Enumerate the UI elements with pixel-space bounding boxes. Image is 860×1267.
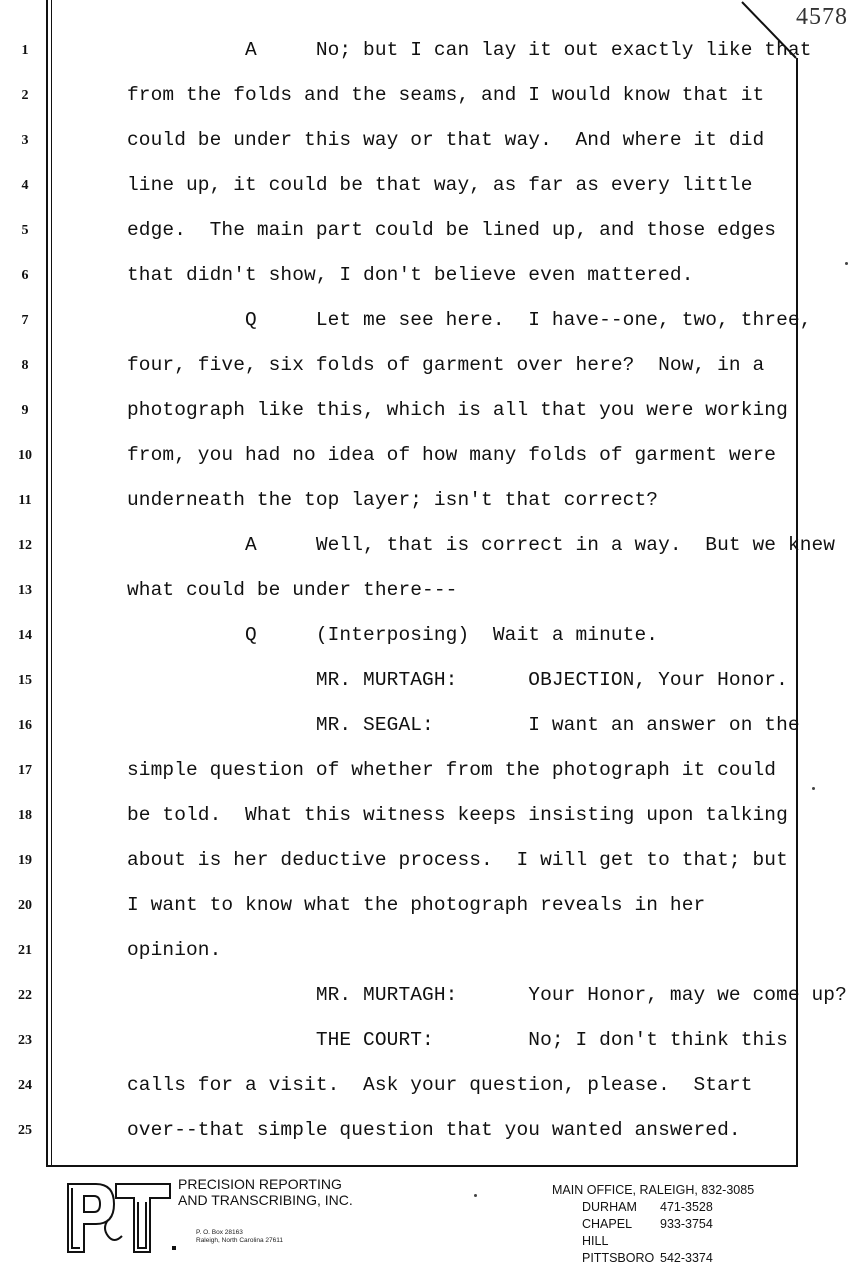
line-text: could be under this way or that way. And where it did <box>127 129 765 151</box>
line-number: 6 <box>21 268 29 283</box>
scan-speck <box>812 787 815 790</box>
line-number: 4 <box>21 178 29 193</box>
transcript-line <box>0 1019 860 1064</box>
transcript-line <box>0 164 860 209</box>
line-number: 22 <box>18 988 32 1003</box>
line-number: 10 <box>18 448 32 463</box>
line-number: 9 <box>21 403 29 418</box>
pt-logo-icon <box>62 1176 177 1256</box>
scan-speck <box>845 262 848 265</box>
office-city: DURHAM <box>582 1200 637 1214</box>
line-number: 14 <box>18 628 32 643</box>
transcript-line <box>0 434 860 479</box>
office-phone: 933-3754 <box>660 1217 713 1231</box>
line-number: 1 <box>21 43 29 58</box>
transcript-line <box>0 884 860 929</box>
transcript-line <box>0 254 860 299</box>
page-number: 4578 <box>796 4 848 30</box>
office-row <box>582 1199 754 1216</box>
line-number: 19 <box>18 853 32 868</box>
line-text: opinion. <box>127 939 222 961</box>
line-number: 24 <box>18 1078 32 1093</box>
transcript-line <box>0 839 860 884</box>
line-number: 20 <box>18 898 32 913</box>
line-number: 3 <box>21 133 29 148</box>
line-text: about is her deductive process. I will get to that; but <box>127 849 788 871</box>
line-number: 25 <box>18 1123 32 1138</box>
transcript-line <box>0 614 860 659</box>
company-name-line1: PRECISION REPORTING <box>178 1176 342 1192</box>
po-city: Raleigh, North Carolina 27611 <box>196 1237 283 1244</box>
line-text: THE COURT: No; I don't think this <box>127 1029 788 1051</box>
line-text: what could be under there--- <box>127 579 458 601</box>
line-text: four, five, six folds of garment over here? Now, in a <box>127 354 765 376</box>
line-text: line up, it could be that way, as far as every little <box>127 174 753 196</box>
office-phone: 542-3374 <box>660 1251 713 1265</box>
line-number: 15 <box>18 673 32 688</box>
transcript-line <box>0 479 860 524</box>
transcript-line <box>0 119 860 164</box>
line-number: 16 <box>18 718 32 733</box>
line-text: photograph like this, which is all that you were working <box>127 399 788 421</box>
office-row <box>582 1216 754 1250</box>
transcript-line <box>0 209 860 254</box>
transcript-line <box>0 1064 860 1109</box>
line-text: Q Let me see here. I have--one, two, three, <box>127 309 812 331</box>
footer <box>0 1170 860 1265</box>
line-text: that didn't show, I don't believe even mattered. <box>127 264 694 286</box>
transcript-line <box>0 569 860 614</box>
office-city: CHAPEL HILL <box>582 1217 632 1248</box>
line-number: 23 <box>18 1033 32 1048</box>
line-number: 17 <box>18 763 32 778</box>
line-number: 11 <box>18 493 32 508</box>
line-number: 7 <box>21 313 29 328</box>
office-city: PITTSBORO <box>582 1251 655 1265</box>
line-text: MR. MURTAGH: Your Honor, may we come up? <box>127 984 847 1006</box>
line-text: A No; but I can lay it out exactly like that <box>127 39 812 61</box>
office-list <box>552 1182 754 1267</box>
transcript-line <box>0 74 860 119</box>
transcript-line <box>0 794 860 839</box>
transcript-line <box>0 1109 860 1154</box>
transcript-line <box>0 344 860 389</box>
line-number: 13 <box>18 583 32 598</box>
line-text: from the folds and the seams, and I would know that it <box>127 84 765 106</box>
po-box: P. O. Box 28163 <box>196 1229 243 1236</box>
transcript-line <box>0 524 860 569</box>
office-phone: 471-3528 <box>660 1200 713 1214</box>
line-text: from, you had no idea of how many folds of garment were <box>127 444 777 466</box>
transcript-line <box>0 659 860 704</box>
line-text: A Well, that is correct in a way. But we knew <box>127 534 836 556</box>
main-office: MAIN OFFICE, RALEIGH, 832-3085 <box>552 1183 755 1197</box>
line-text: MR. MURTAGH: OBJECTION, Your Honor. <box>127 669 788 691</box>
bottom-rule <box>46 1165 798 1167</box>
transcript-line <box>0 929 860 974</box>
footer-dot <box>474 1194 477 1197</box>
line-text: be told. What this witness keeps insisting upon talking <box>127 804 788 826</box>
line-text: edge. The main part could be lined up, and those edges <box>127 219 777 241</box>
line-number: 8 <box>21 358 29 373</box>
company-name-line2: AND TRANSCRIBING, INC. <box>178 1192 353 1208</box>
line-number: 2 <box>21 88 29 103</box>
transcript-line <box>0 389 860 434</box>
transcript-line <box>0 974 860 1019</box>
transcript-line <box>0 29 860 74</box>
line-number: 5 <box>21 223 29 238</box>
line-text: I want to know what the photograph reveals in her <box>127 894 706 916</box>
line-number: 18 <box>18 808 32 823</box>
line-text: simple question of whether from the photograph it could <box>127 759 777 781</box>
transcript-line <box>0 704 860 749</box>
line-number: 12 <box>18 538 32 553</box>
line-text: MR. SEGAL: I want an answer on the <box>127 714 800 736</box>
transcript-line <box>0 749 860 794</box>
line-text: calls for a visit. Ask your question, please. Start <box>127 1074 753 1096</box>
line-text: underneath the top layer; isn't that correct? <box>127 489 659 511</box>
line-text: Q (Interposing) Wait a minute. <box>127 624 659 646</box>
transcript-line <box>0 299 860 344</box>
line-text: over--that simple question that you wanted answered. <box>127 1119 741 1141</box>
line-number: 21 <box>18 943 32 958</box>
